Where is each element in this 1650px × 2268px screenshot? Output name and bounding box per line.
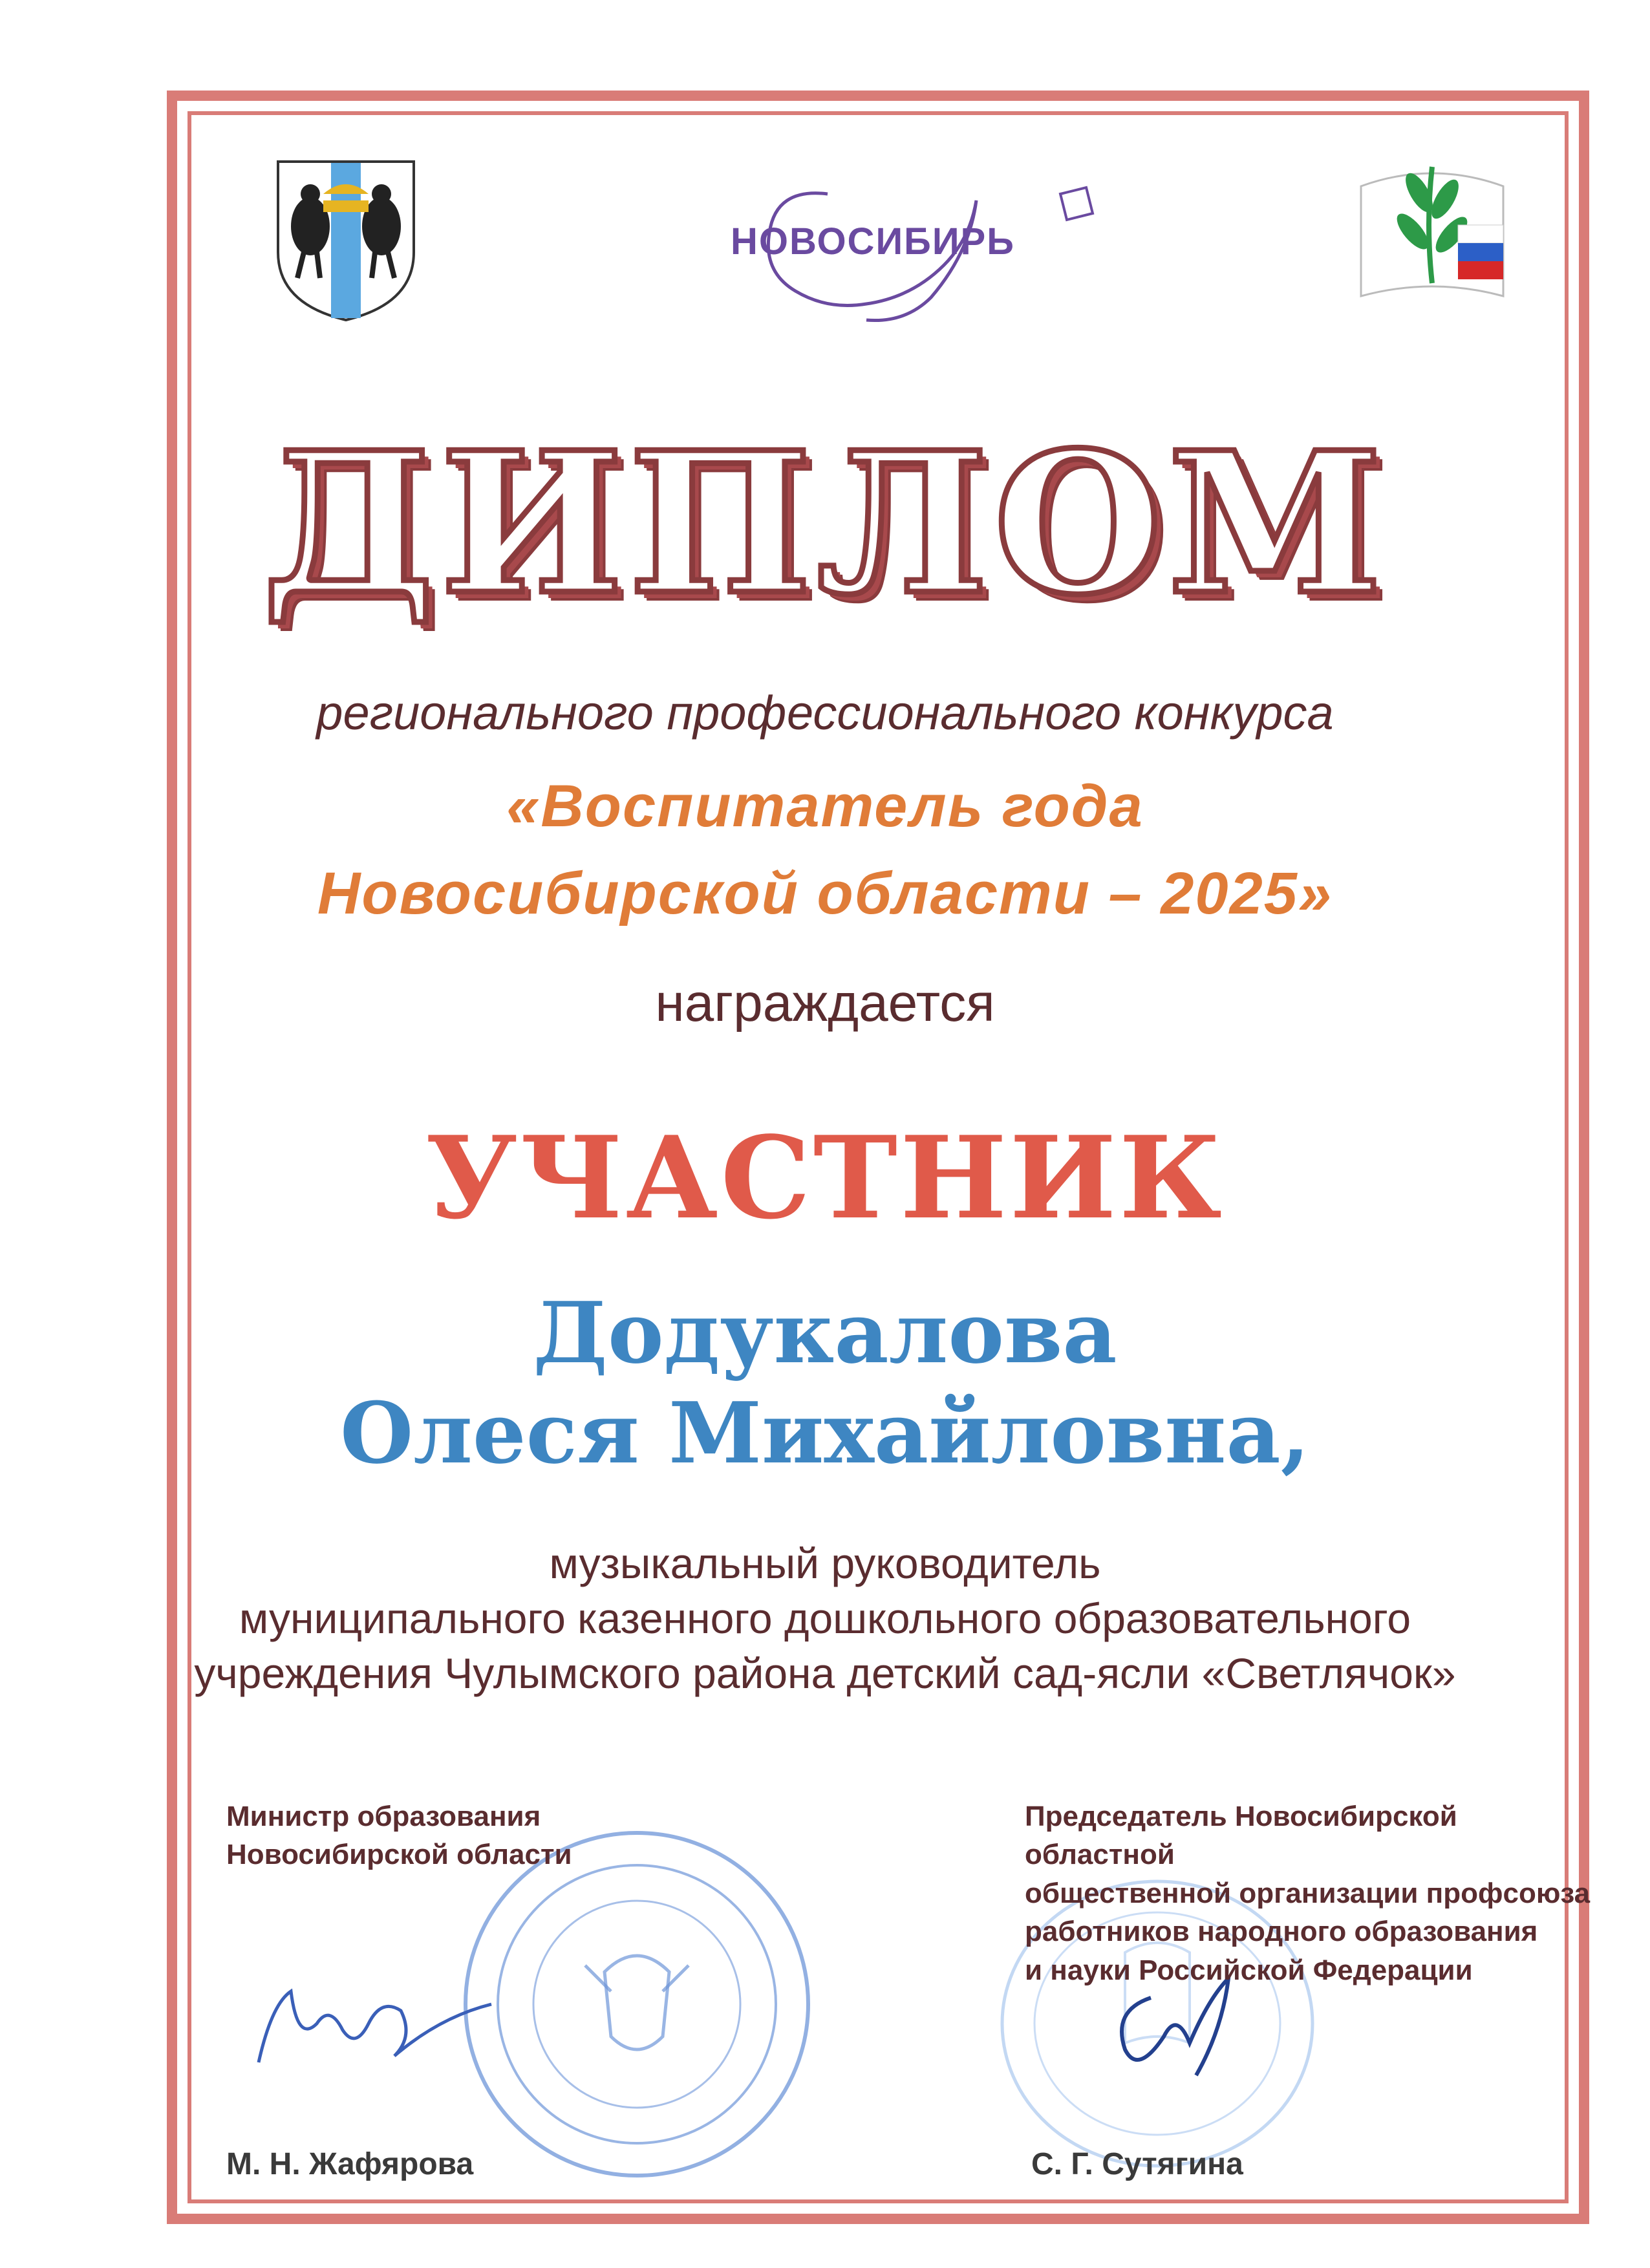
novosibirsk-brand-logo [698, 175, 1099, 323]
right-signatory-title: Председатель Новосибирской областной общественной организации профсоюза работников народного образования и науки Российской Федерации [1025, 1801, 1591, 1986]
recipient-position-line-2: муниципального казенного дошкольного образовательного [239, 1594, 1411, 1642]
right-signatory-name: С. Г. Сутягина [1031, 2147, 1243, 2181]
novosibirsk-coat-of-arms-icon [272, 155, 420, 323]
ministry-seal-stamp [456, 1823, 818, 2185]
brand-logo-text: НОВОСИБИРЬ [731, 220, 1015, 262]
left-signatory-title: Министр образования Новосибирской области [226, 1801, 572, 1871]
recipient-position-line-3: учреждения Чулымского района детский сад-ясли «Светлячок» [194, 1649, 1456, 1697]
minister-signature [246, 1965, 504, 2075]
trade-union-logo-icon [1355, 147, 1510, 309]
contest-name-line-1: «Воспитатель года [506, 773, 1144, 839]
recipient-given-name: Олеся Михайловна, [340, 1384, 1310, 1482]
left-signatory-name: М. Н. Жафярова [226, 2147, 474, 2181]
recipient-surname: Додукалова [533, 1283, 1117, 1382]
contest-name-line-2: Новосибирской области – 2025» [317, 861, 1333, 926]
recipient-position-line-1: музыкальный руководитель [549, 1539, 1101, 1587]
contest-type-subtitle: регионального профессионального конкурса [316, 686, 1334, 740]
award-status: УЧАСТНИК [425, 1112, 1225, 1245]
awarded-label: награждается [655, 974, 995, 1032]
diploma-title: ДИПЛОМ [262, 409, 1388, 637]
